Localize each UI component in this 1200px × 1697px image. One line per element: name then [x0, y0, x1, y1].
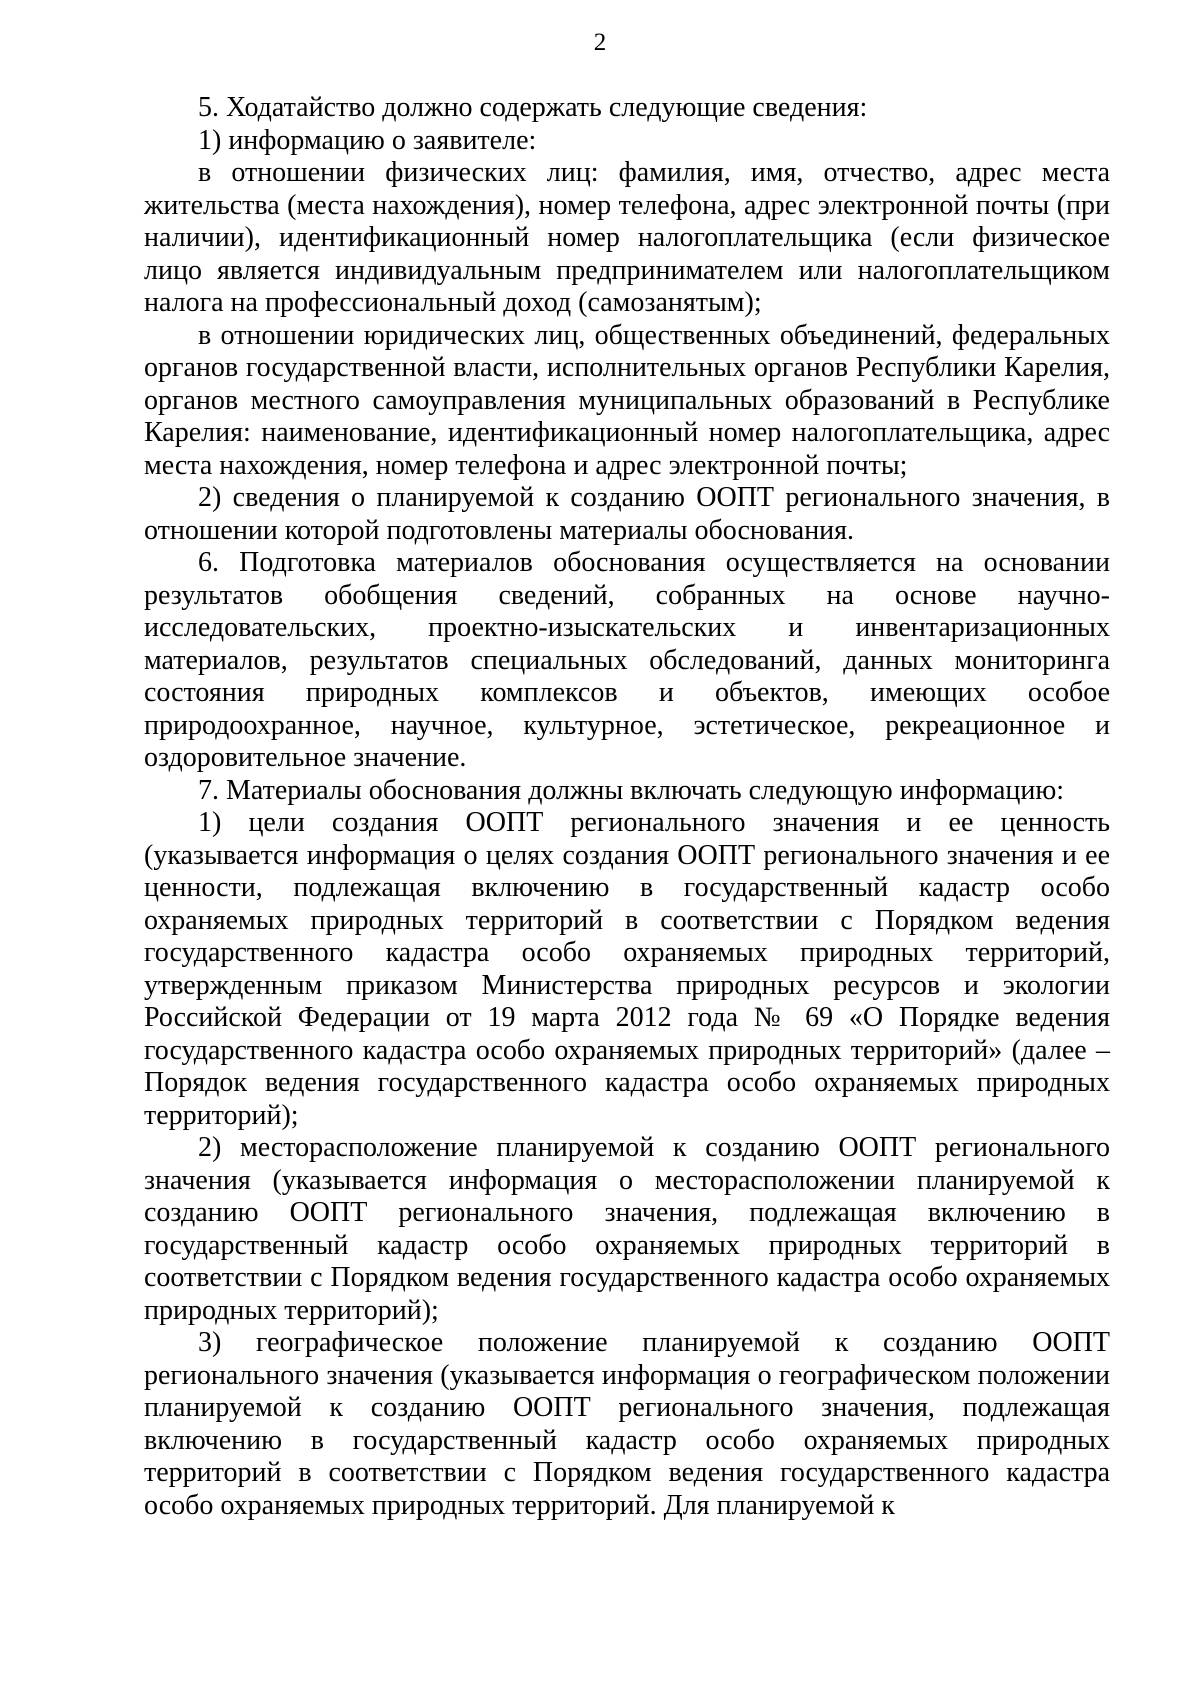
paragraph-item-5-heading: 5. Ходатайство должно содержать следующие сведения: [198, 92, 868, 123]
paragraph-item-7-heading: 7. Материалы обоснования должны включать следующую информацию: [198, 774, 1065, 806]
paragraph-item-6: 6. Подготовка материалов обоснования осуществляется на основании результатов обобщения сведений, собранных на основе научно-исследовательских, проектно-изыскательских и инвентаризационных материалов, результатов специальных обследований, данных мониторинга состояния природных комплексов и объектов, имеющих особое природоохранное, научное, культурное, эстетическое, рекреационное и оздоровительное значение. [144, 547, 1110, 773]
paragraph-applicant-info: 1) информацию о заявителе: [198, 124, 537, 156]
paragraph-location: 2) месторасположение планируемой к созданию ООПТ регионального значения (указывается информация о месторасположении планируемой к созданию ООПТ регионального значения, подлежащая включению в государственный кадастр особо охраняемых природных территорий в соответствии с Порядком ведения государственного кадастра особо охраняемых природных территорий); [144, 1132, 1110, 1326]
paragraph-legal-entities: в отношении юридических лиц, общественных объединений, федеральных органов государственной власти, исполнительных органов Республики Карелия, органов местного самоуправления муниципальных образований в Республике Карелия: наименование, идентификационный номер налогоплательщика, адрес места нахождения, номер телефона и адрес электронной почты; [144, 319, 1110, 481]
paragraph-planned-area-info: 2) сведения о планируемой к созданию ООПТ регионального значения, в отношении которой подготовлены материалы обоснования. [144, 482, 1110, 546]
paragraph-goals-and-value: 1) цели создания ООПТ регионального значения и ее ценность (указывается информация о целях создания ООПТ регионального значения и ее ценности, подлежащая включению в государственный кадастр особо охраняемых природных территорий в соответствии с Порядком ведения государственного кадастра особо охраняемых природных территорий, утвержденным приказом Министерства природных ресурсов и экологии Российской Федерации от 19 марта 2012 года № 69 «О Порядке ведения государственного кадастра особо охраняемых природных территорий» (далее – Порядок ведения государственного кадастра особо охраняемых природных территорий); [144, 807, 1110, 1131]
document-body [144, 92, 1110, 1522]
paragraph-geographic-position: 3) географическое положение планируемой к созданию ООПТ регионального значения (указывается информация о географическом положении планируемой к созданию ООПТ регионального значения, подлежащая включению в государственный кадастр особо охраняемых природных территорий в соответствии с Порядком ведения государственного кадастра особо охраняемых природных территорий. Для планируемой к [144, 1327, 1110, 1521]
page-number: 2 [593, 29, 607, 56]
paragraph-individuals: в отношении физических лиц: фамилия, имя, отчество, адрес места жительства (места нахождения), номер телефона, адрес электронной почты (при наличии), идентификационный номер налогоплательщика (если физическое лицо является индивидуальным предпринимателем или налогоплательщиком налога на профессиональный доход (самозанятым); [144, 157, 1110, 318]
